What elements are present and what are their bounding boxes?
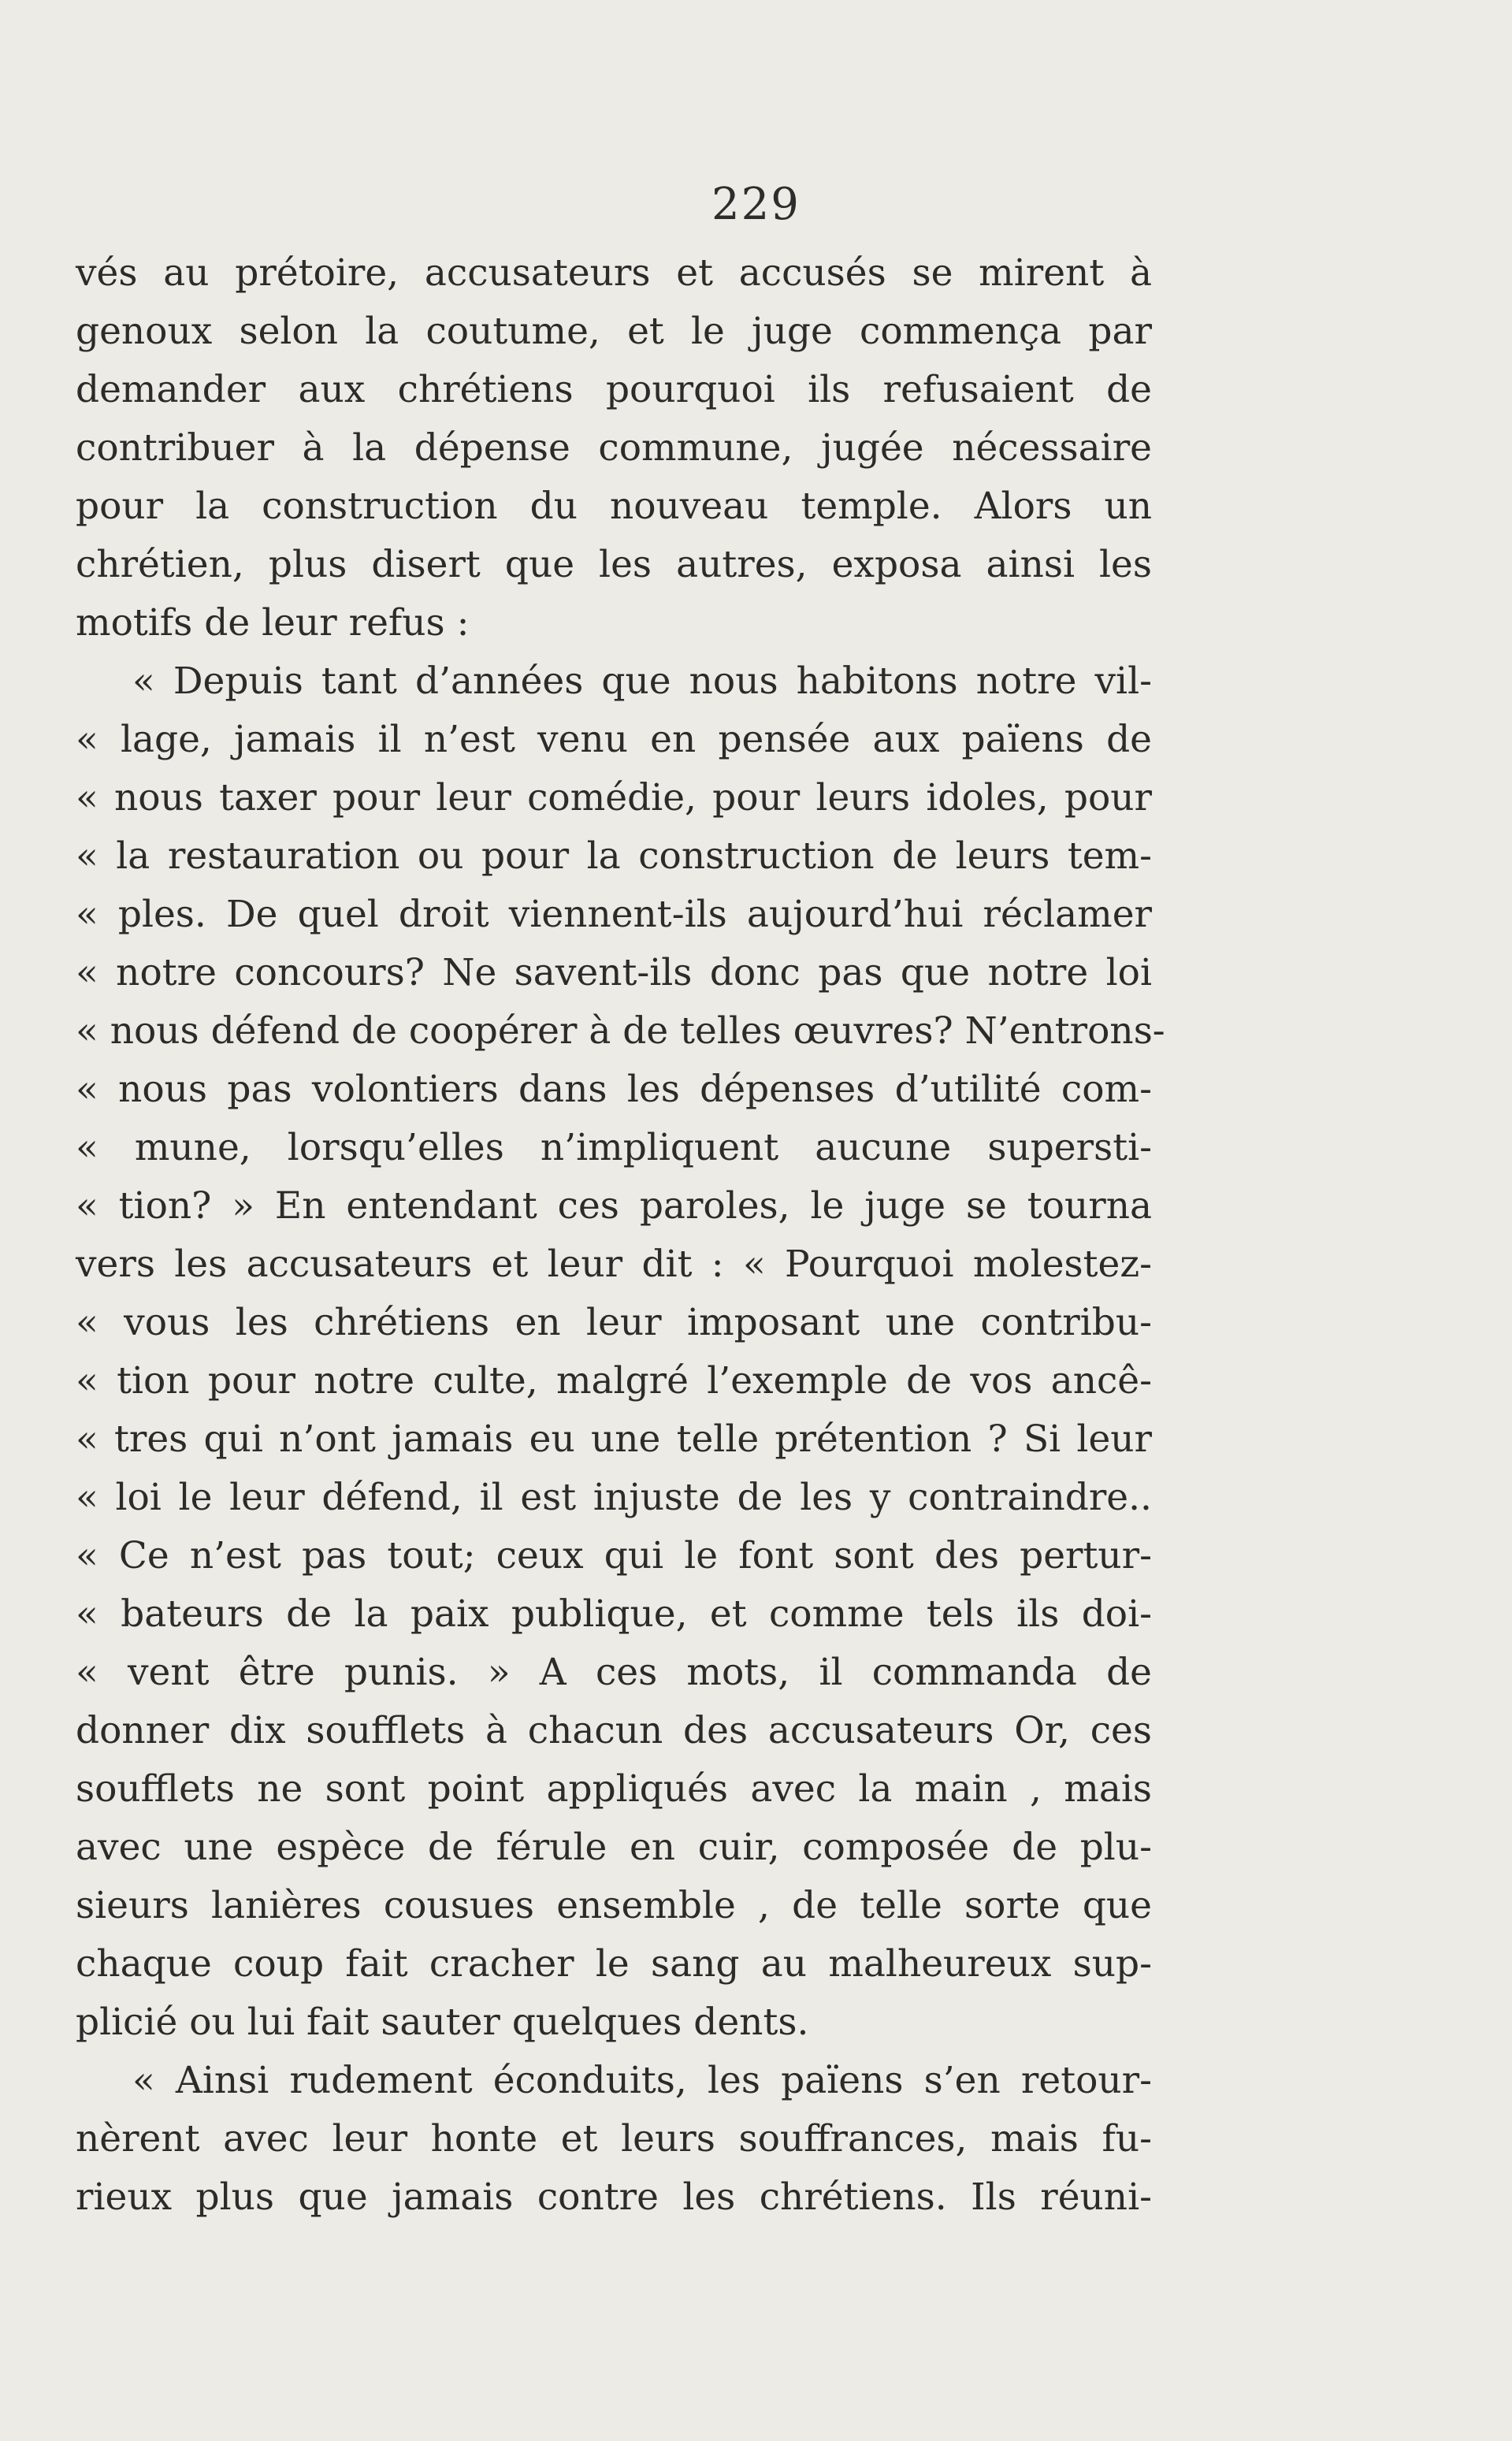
text-line: chrétien, plus disert que les autres, exposa ainsi les bbox=[76, 543, 1152, 586]
text-line: « loi le leur défend, il est injuste de les y contraindre.. bbox=[76, 1476, 1152, 1519]
text-line: « tion pour notre culte, malgré l’exemple de vos ancê- bbox=[76, 1359, 1152, 1403]
text-line: « ples. De quel droit viennent-ils aujourd’hui réclamer bbox=[76, 893, 1152, 936]
text-line: « nous pas volontiers dans les dépenses d’utilité com- bbox=[76, 1068, 1152, 1111]
text-line: « tion? » En entendant ces paroles, le juge se tourna bbox=[76, 1184, 1152, 1228]
text-line: « mune, lorsqu’elles n’impliquent aucune supersti- bbox=[76, 1126, 1152, 1169]
text-line: « lage, jamais il n’est venu en pensée aux païens de bbox=[76, 718, 1152, 761]
text-line: contribuer à la dépense commune, jugée nécessaire bbox=[76, 426, 1152, 470]
text-line: « nous défend de coopérer à de telles œuvres? N’entrons- bbox=[76, 1009, 1165, 1053]
text-line: « bateurs de la paix publique, et comme tels ils doi- bbox=[76, 1592, 1152, 1636]
text-line: « Ce n’est pas tout; ceux qui le font sont des pertur- bbox=[76, 1534, 1152, 1577]
text-line: demander aux chrétiens pourquoi ils refusaient de bbox=[76, 368, 1152, 411]
text-line: « nous taxer pour leur comédie, pour leurs idoles, pour bbox=[76, 776, 1152, 819]
text-line: « vent être punis. » A ces mots, il commanda de bbox=[76, 1651, 1152, 1694]
text-line: vés au prétoire, accusateurs et accusés se mirent à bbox=[76, 251, 1152, 295]
text-line: rieux plus que jamais contre les chrétiens. Ils réuni- bbox=[76, 2175, 1152, 2219]
text-line: motifs de leur refus : bbox=[76, 601, 470, 645]
text-line: sieurs lanières cousues ensemble , de telle sorte que bbox=[76, 1884, 1152, 1927]
text-line: plicié ou lui fait sauter quelques dents. bbox=[76, 2001, 809, 2044]
text-line: soufflets ne sont point appliqués avec la main , mais bbox=[76, 1767, 1152, 1811]
text-line: genoux selon la coutume, et le juge commença par bbox=[76, 310, 1152, 353]
text-line: « Depuis tant d’années que nous habitons notre vil- bbox=[132, 659, 1152, 703]
text-line: « la restauration ou pour la construction de leurs tem- bbox=[76, 834, 1152, 878]
page-number: 229 bbox=[711, 179, 801, 230]
text-line: « tres qui n’ont jamais eu une telle prétention ? Si leur bbox=[76, 1417, 1152, 1461]
text-line: « vous les chrétiens en leur imposant une contribu- bbox=[76, 1301, 1152, 1344]
text-line: nèrent avec leur honte et leurs souffrances, mais fu- bbox=[76, 2117, 1152, 2160]
text-line: « notre concours? Ne savent-ils donc pas que notre loi bbox=[76, 951, 1152, 994]
text-line: chaque coup fait cracher le sang au malheureux sup- bbox=[76, 1942, 1152, 1986]
text-line: « Ainsi rudement éconduits, les païens s’en retour- bbox=[132, 2059, 1152, 2102]
text-line: avec une espèce de férule en cuir, composée de plu- bbox=[76, 1826, 1152, 1869]
text-line: vers les accusateurs et leur dit : « Pourquoi molestez- bbox=[76, 1243, 1152, 1286]
text-line: pour la construction du nouveau temple. Alors un bbox=[76, 485, 1152, 528]
text-line: donner dix soufflets à chacun des accusateurs Or, ces bbox=[76, 1709, 1152, 1752]
body-text bbox=[76, 244, 1165, 2227]
